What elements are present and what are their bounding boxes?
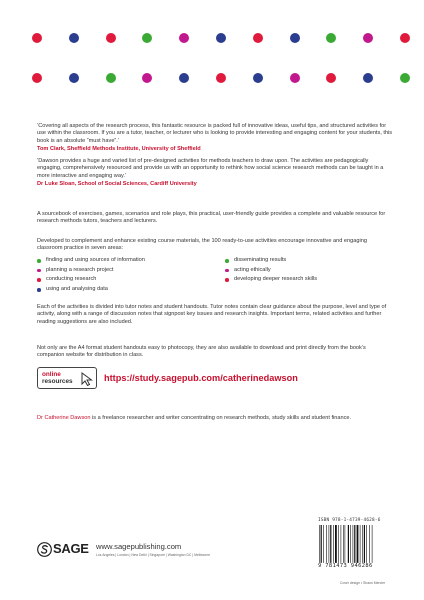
online-resources-badge[interactable]	[37, 367, 97, 389]
sage-logo	[37, 540, 95, 560]
list-item-label: planning a research project	[46, 266, 114, 273]
barcode-bar	[345, 525, 346, 563]
quote-text: ‘Covering all aspects of the research process, this fantastic resource is packed full of innovative ideas, useful tips, and structured activities for use within the classroom. If you are a tutor, teacher, or lecturer who is looking to provide interesting and engaging content for your students, this book is an absolute “must have”.’	[37, 123, 393, 144]
list-item	[37, 256, 227, 266]
format-text: Not only are the A4 format student handouts easy to photocopy, they are also available to download and print directly from the book’s companion website for distribution in class.	[37, 345, 366, 359]
author-bio	[37, 415, 393, 422]
barcode-bar	[348, 525, 349, 563]
barcode-bar	[338, 525, 339, 563]
decorative-dot	[290, 73, 300, 83]
decorative-dot	[32, 73, 42, 83]
format-paragraph	[37, 345, 393, 360]
list-item-label: conducting research	[46, 276, 97, 283]
decorative-dot	[400, 33, 410, 43]
decorative-dot	[142, 73, 152, 83]
barcode-bar	[326, 525, 327, 563]
barcode-bar	[354, 525, 355, 563]
barcode-bars	[318, 525, 394, 565]
author-bio-text	[37, 415, 393, 422]
barcode-bar	[369, 525, 370, 563]
decorative-dot	[106, 33, 116, 43]
list-item-label: developing deeper research skills	[234, 276, 318, 283]
publisher-cities: Los Angeles | London | New Delhi | Singapore | Washington DC | Melbourne	[96, 553, 211, 557]
list-item	[225, 266, 395, 276]
bullet-dot-icon	[225, 259, 229, 263]
list-item-label: acting ethically	[234, 266, 271, 273]
areas-paragraph	[37, 238, 393, 253]
resources-label: resources	[42, 378, 73, 385]
decorative-dot-grid	[0, 0, 424, 100]
list-item-label: using and analysing data	[46, 285, 108, 292]
decorative-dot	[179, 33, 189, 43]
barcode-digits: 9 781473 946286	[318, 563, 373, 569]
decorative-dot	[326, 73, 336, 83]
publisher-website[interactable]: www.sagepublishing.com	[96, 542, 182, 551]
list-item	[225, 275, 395, 285]
isbn-label: ISBN 978-1-4739-4628-6	[318, 518, 381, 523]
decorative-dot	[142, 33, 152, 43]
barcode-bar	[366, 525, 367, 563]
tutor-notes-paragraph	[37, 304, 393, 326]
barcode-bar	[357, 525, 359, 563]
list-item	[225, 256, 395, 266]
barcode-bar	[360, 525, 361, 563]
barcode-bar	[323, 525, 324, 563]
list-item-label: disseminating results	[234, 257, 287, 263]
sage-wordmark: SAGE	[53, 541, 89, 556]
decorative-dot	[253, 73, 263, 83]
decorative-dot	[106, 73, 116, 83]
barcode-bar	[341, 525, 342, 563]
intro-paragraph	[37, 211, 393, 226]
bullet-dot-icon	[225, 269, 229, 273]
bullet-dot-icon	[37, 269, 41, 273]
cover-design-credit: Cover design • Shaun Mercier	[340, 581, 386, 585]
bullet-dot-icon	[37, 278, 41, 282]
decorative-dot	[216, 73, 226, 83]
barcode-bar	[362, 525, 363, 563]
decorative-dot	[179, 73, 189, 83]
barcode-bar	[321, 525, 322, 563]
sage-logo-icon	[37, 542, 52, 557]
decorative-dot	[363, 73, 373, 83]
cursor-arrow-icon	[81, 372, 93, 386]
barcode-bar	[364, 525, 365, 563]
tutor-notes-text: Each of the activities is divided into tutor notes and student handouts. Tutor notes contain clear guidance about the purpose, level and type of activity, along with a range of discussion notes that signpost key issues and research insights. Important terms, related activities and further reading suggestions are also included.	[37, 304, 387, 325]
seven-areas-list	[37, 256, 393, 302]
list-item	[37, 266, 227, 276]
decorative-dot	[253, 33, 263, 43]
decorative-dot	[290, 33, 300, 43]
list-item	[37, 275, 227, 285]
barcode-bar	[335, 525, 337, 563]
intro-text: A sourcebook of exercises, games, scenarios and role plays, this practical, user-friendly guide provides a complete and valuable resource for research methods tutors, teachers and lecturers.	[37, 211, 386, 225]
bullet-column-right	[225, 256, 395, 285]
decorative-dot	[69, 33, 79, 43]
decorative-dot	[69, 73, 79, 83]
endorsement-quote-1	[37, 123, 393, 153]
barcode-bar	[343, 525, 344, 563]
author-bio-rest: is a freelance researcher and writer concentrating on research methods, study skills and student finance.	[90, 415, 352, 421]
quote-text: ‘Dawson provides a huge and varied list of pre-designed activities for methods teachers to draw upon. The activities are pedagogically engaging, comprehensively resourced and provide us with an opportunity to rethink how social science research methods can be taught in a more interactive and engaging way.’	[37, 158, 384, 179]
decorative-dot	[32, 33, 42, 43]
bullet-dot-icon	[225, 278, 229, 282]
quote-attribution: Tom Clark, Sheffield Methods Institute, University of Sheffield	[37, 145, 201, 152]
barcode-bar	[350, 525, 351, 563]
isbn-barcode	[318, 518, 394, 572]
list-item	[37, 285, 227, 295]
endorsement-quote-2	[37, 158, 393, 188]
areas-text: Developed to complement and enhance existing course materials, the 100 ready-to-use activities encourage innovative and engaging classroom practice in seven areas:	[37, 238, 367, 252]
barcode-bar	[330, 525, 331, 563]
decorative-dot	[326, 33, 336, 43]
author-name: Dr Catherine Dawson	[37, 415, 91, 421]
quote-attribution: Dr Luke Sloan, School of Social Sciences, Cardiff University	[37, 180, 197, 187]
barcode-bar	[319, 525, 320, 563]
bullet-dot-icon	[37, 259, 41, 263]
barcode-bar	[353, 525, 354, 563]
list-item-label: finding and using sources of information	[46, 257, 145, 263]
online-label: online	[42, 371, 61, 378]
decorative-dot	[363, 33, 373, 43]
barcode-bar	[329, 525, 330, 563]
decorative-dot	[216, 33, 226, 43]
barcode-bar	[372, 525, 373, 563]
companion-website-link[interactable]: https://study.sagepub.com/catherinedawson	[104, 373, 298, 383]
decorative-dot	[400, 73, 410, 83]
bullet-dot-icon	[37, 288, 41, 292]
barcode-bar	[333, 525, 334, 563]
bullet-column-left	[37, 256, 227, 294]
